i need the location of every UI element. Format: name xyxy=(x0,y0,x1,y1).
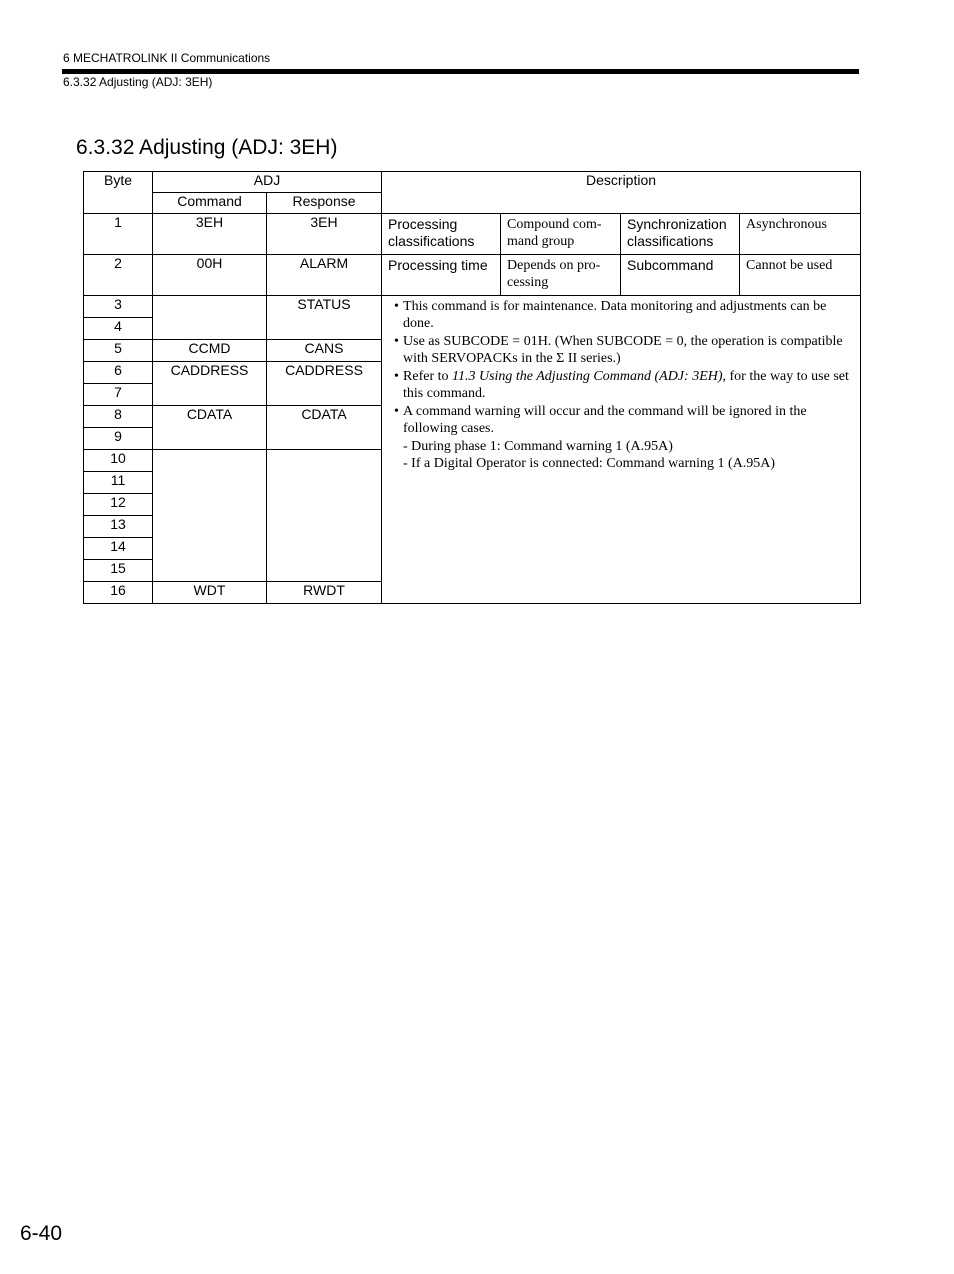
description-notes xyxy=(382,296,861,604)
response-cell: 3EH xyxy=(267,214,382,255)
byte-cell: 6 xyxy=(84,362,153,384)
command-cell: WDT xyxy=(153,582,267,604)
processing-class-label: Processing classifications xyxy=(382,214,501,255)
header-byte: Byte xyxy=(84,172,153,214)
response-cell: STATUS xyxy=(267,296,382,340)
command-cell xyxy=(153,296,267,340)
response-cell: ALARM xyxy=(267,255,382,296)
running-header-chapter: 6 MECHATROLINK II Communications xyxy=(63,51,271,65)
byte-cell: 13 xyxy=(84,516,153,538)
byte-cell: 7 xyxy=(84,384,153,406)
note-reference-post: , for the way to use set this command. xyxy=(403,369,849,401)
note-warning-operator: - If a Digital Operator is connected: Command warning 1 (A.95A) xyxy=(403,456,776,471)
command-cell: CCMD xyxy=(153,340,267,362)
byte-cell: 4 xyxy=(84,318,153,340)
response-cell: CANS xyxy=(267,340,382,362)
command-cell: CADDRESS xyxy=(153,362,267,406)
header-response: Response xyxy=(267,193,382,214)
byte-cell: 15 xyxy=(84,560,153,582)
sync-class-value: Asynchronous xyxy=(740,214,861,255)
page-number: 6-40 xyxy=(20,1222,63,1245)
byte-cell: 14 xyxy=(84,538,153,560)
byte-cell: 5 xyxy=(84,340,153,362)
command-table xyxy=(83,171,861,604)
section-title: 6.3.32 Adjusting (ADJ: 3EH) xyxy=(76,136,338,159)
header-description: Description xyxy=(382,172,861,214)
note-reference xyxy=(394,368,854,402)
note-reference-link: 11.3 Using the Adjusting Command (ADJ: 3EH) xyxy=(452,369,723,384)
running-header-section: 6.3.32 Adjusting (ADJ: 3EH) xyxy=(63,75,213,89)
byte-cell: 1 xyxy=(84,214,153,255)
processing-time-value: Depends on pro-cessing xyxy=(501,255,621,296)
byte-cell: 2 xyxy=(84,255,153,296)
subcommand-label: Subcommand xyxy=(621,255,740,296)
byte-cell: 12 xyxy=(84,494,153,516)
command-cell: CDATA xyxy=(153,406,267,450)
note-warning: • A command warning will occur and the command will be ignored in the following cases. xyxy=(394,403,854,437)
note-warning-phase1: - During phase 1: Command warning 1 (A.95A) xyxy=(403,439,673,454)
response-cell: CDATA xyxy=(267,406,382,450)
note-maintenance: • This command is for maintenance. Data monitoring and adjustments can be done. xyxy=(394,298,854,332)
response-cell: CADDRESS xyxy=(267,362,382,406)
processing-time-label: Processing time xyxy=(382,255,501,296)
byte-cell: 10 xyxy=(84,450,153,472)
byte-cell: 3 xyxy=(84,296,153,318)
byte-cell: 11 xyxy=(84,472,153,494)
note-subcode: • Use as SUBCODE = 01H. (When SUBCODE = 0, the operation is compatible with SERVOPACKs in the Σ II series.) xyxy=(394,333,854,367)
response-cell-empty xyxy=(267,450,382,582)
sync-class-label: Synchronization classifications xyxy=(621,214,740,255)
header-command: Command xyxy=(153,193,267,214)
response-cell: RWDT xyxy=(267,582,382,604)
byte-cell: 16 xyxy=(84,582,153,604)
header-rule xyxy=(62,69,859,74)
subcommand-value: Cannot be used xyxy=(740,255,861,296)
byte-cell: 9 xyxy=(84,428,153,450)
processing-class-value: Compound com-mand group xyxy=(501,214,621,255)
byte-cell: 8 xyxy=(84,406,153,428)
command-cell-empty xyxy=(153,450,267,582)
command-cell: 00H xyxy=(153,255,267,296)
header-adj: ADJ xyxy=(153,172,382,193)
command-cell: 3EH xyxy=(153,214,267,255)
note-reference-pre: Refer to xyxy=(403,369,452,384)
